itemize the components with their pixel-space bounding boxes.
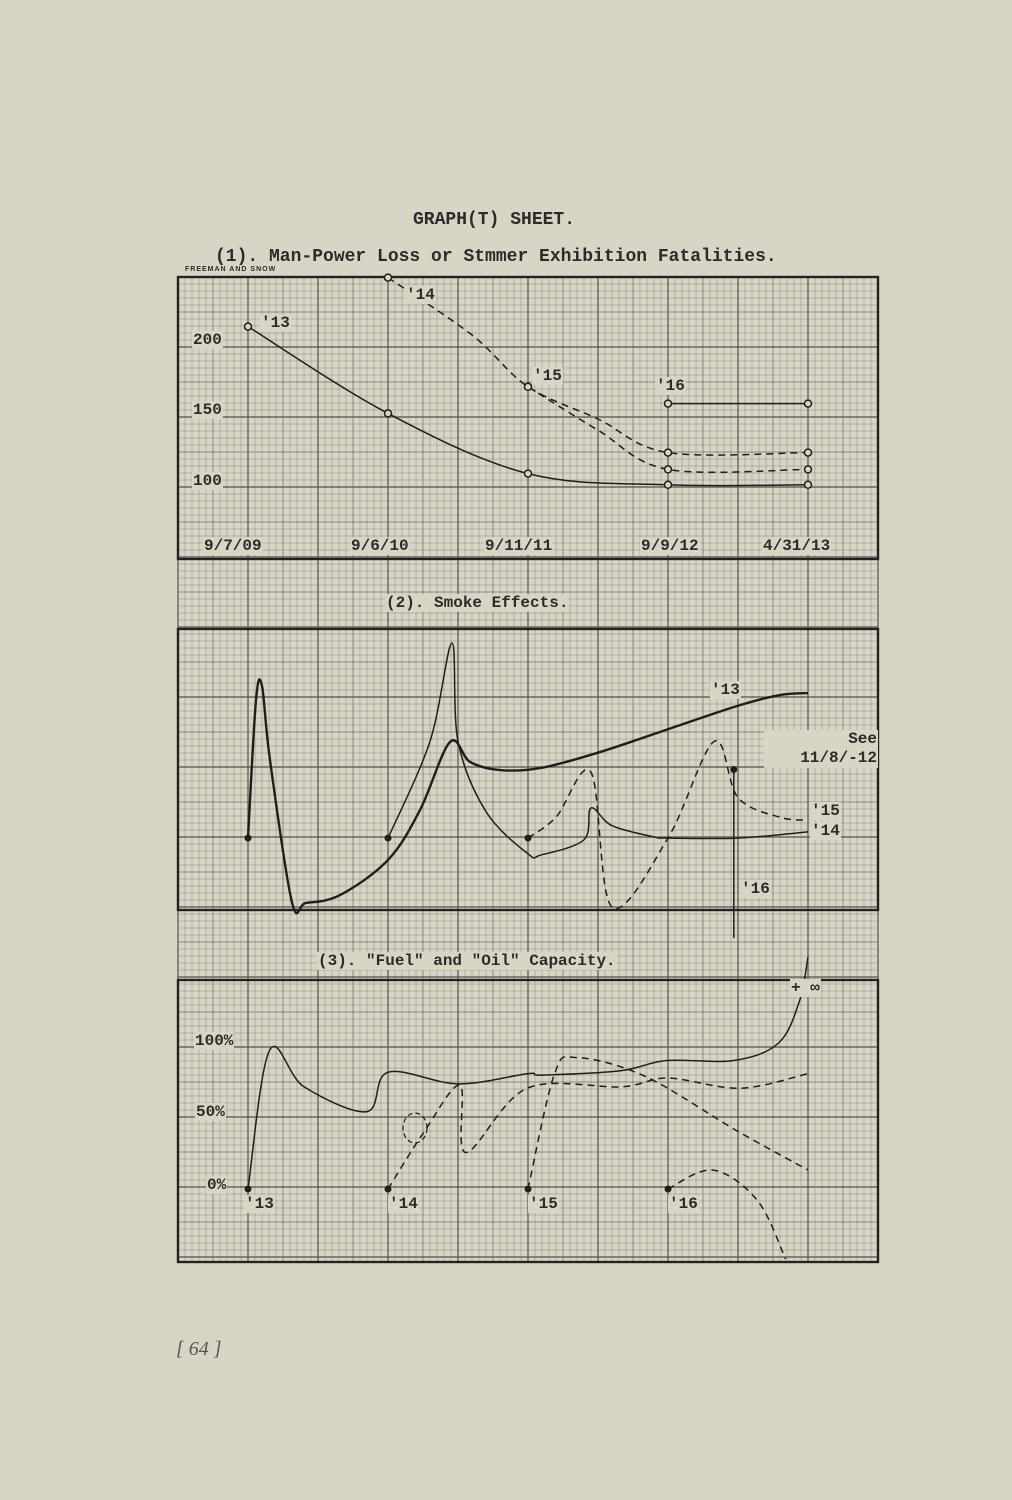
series-label-14: '14 [811,822,840,840]
series-start-point [385,835,392,842]
series-line-16 [668,1170,786,1259]
data-point [805,400,812,407]
y-tick-label: 100 [193,472,222,490]
x-tick-label: '13 [245,1195,274,1213]
panel-3-title: (3). "Fuel" and "Oil" Capacity. [318,952,616,970]
data-point [385,274,392,281]
data-point [665,466,672,473]
y-tick-label: 150 [193,401,222,419]
series-label-16: '16 [656,377,685,395]
series-start-point [385,1186,392,1193]
infinity-annotation: + ∞ [791,979,820,997]
see-reference-note: See 11/8/-12 [764,730,878,768]
series-label-13: '13 [261,314,290,332]
data-point [665,449,672,456]
series-start-point [245,1186,252,1193]
data-point [245,323,252,330]
data-point [385,410,392,417]
series-start-point [525,1186,532,1193]
data-point [805,466,812,473]
y-tick-label: 100% [195,1032,234,1050]
data-point [805,481,812,488]
x-tick-label: 9/11/11 [485,537,553,555]
series-start-point [245,835,252,842]
series-label-15: '15 [533,367,562,385]
data-point [525,470,532,477]
series-label-15: '15 [811,802,840,820]
x-tick-label: '16 [669,1195,698,1213]
series-start-point [665,1186,672,1193]
data-point [665,481,672,488]
panel-2-title: (2). Smoke Effects. [386,594,569,612]
panel-1-title: (1). Man-Power Loss or Stmmer Exhibition Fatalities. [215,247,777,267]
x-tick-label: '15 [529,1195,558,1213]
y-tick-label: 200 [193,331,222,349]
data-point [665,400,672,407]
data-point [525,383,532,390]
series-start-point [730,766,737,773]
data-point [805,449,812,456]
x-tick-label: 9/7/09 [204,537,262,555]
x-tick-label: 9/6/10 [351,537,409,555]
series-label-16: '16 [741,880,770,898]
y-tick-label: 0% [207,1176,227,1194]
sheet-title: GRAPH(T) SHEET. [413,210,576,230]
publisher-mark: FREEMAN AND SNOW [185,266,277,273]
series-label-13: '13 [711,681,740,699]
x-tick-label: 9/9/12 [641,537,699,555]
x-tick-label: 4/31/13 [763,537,831,555]
y-tick-label: 50% [196,1103,225,1121]
series-start-point [525,835,532,842]
page-number: [ 64 ] [176,1338,222,1360]
x-tick-label: '14 [389,1195,418,1213]
series-label-14: '14 [406,286,435,304]
